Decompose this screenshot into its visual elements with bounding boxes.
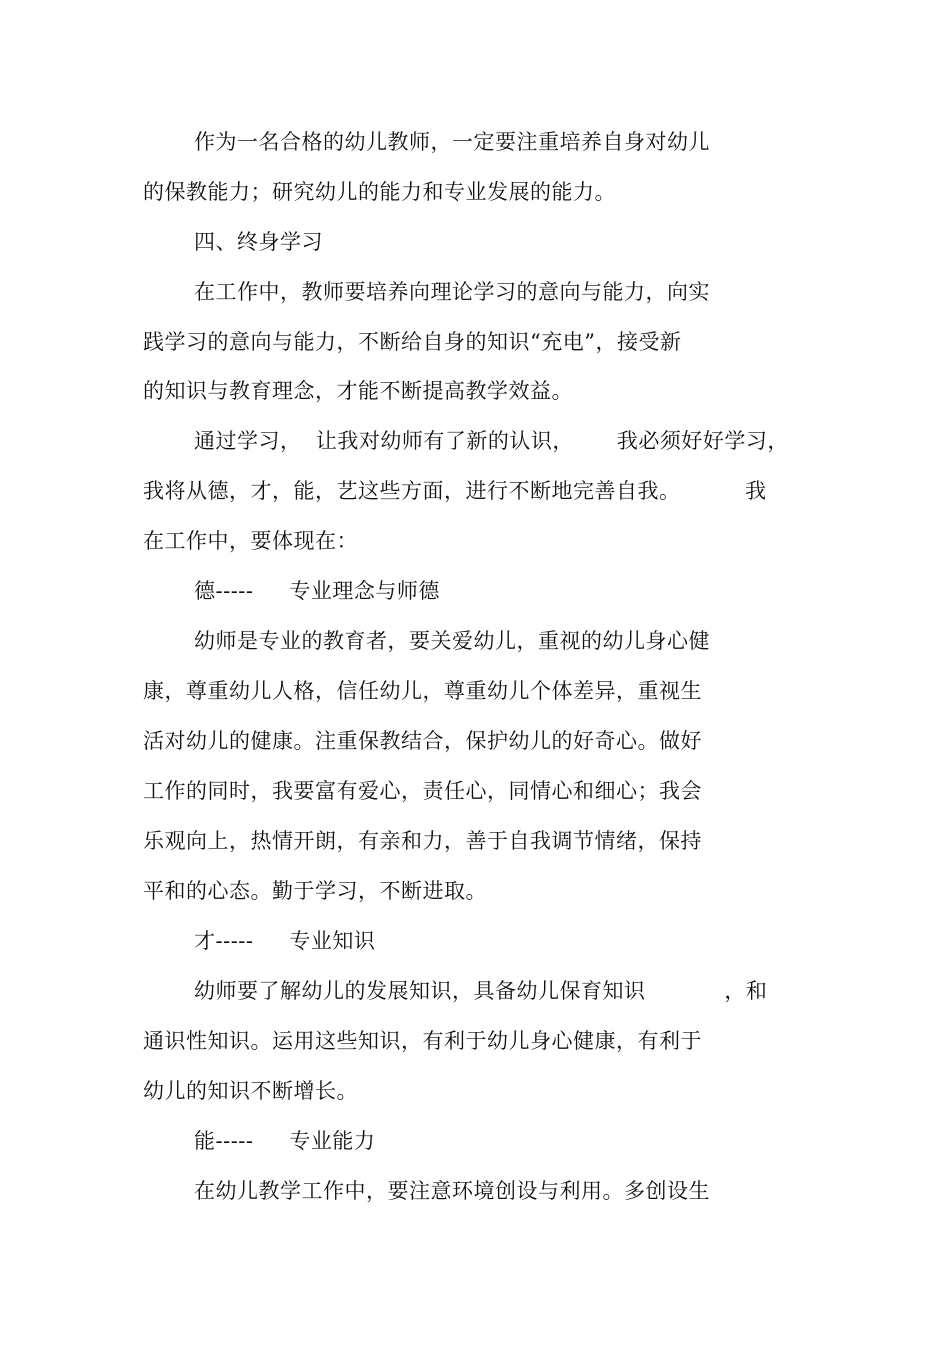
text-line: 乐观向上，热情开朗，有亲和力，善于自我调节情绪，保持 xyxy=(143,829,702,853)
text-line: 的知识与教育理念，才能不断提高教学效益。 xyxy=(143,379,573,403)
text-line: 工作的同时，我要富有爱心，责任心，同情心和细心；我会 xyxy=(143,779,702,803)
text-line: 幼师是专业的教育者，要关爱幼儿，重视的幼儿身心健 xyxy=(194,629,710,653)
text-line: 在幼儿教学工作中，要注意环境创设与利用。多创设生 xyxy=(194,1179,710,1203)
subsection-heading: 才----- 专业知识 xyxy=(194,929,376,953)
text-line: 康，尊重幼儿人格，信任幼儿，尊重幼儿个体差异，重视生 xyxy=(143,679,702,703)
text-line: 平和的心态。勤于学习，不断进取。 xyxy=(143,879,487,903)
text-line: 幼师要了解幼儿的发展知识，具备幼儿保育知识 ，和 xyxy=(194,979,768,1003)
text-line: 践学习的意向与能力，不断给自身的知识“充电”，接受新 xyxy=(143,330,682,354)
text-line: 通识性知识。运用这些知识，有利于幼儿身心健康，有利于 xyxy=(143,1029,702,1053)
section-heading: 四、终身学习 xyxy=(194,230,323,254)
text-line: 的保教能力；研究幼儿的能力和专业发展的能力。 xyxy=(143,180,616,204)
text-line: 在工作中，要体现在： xyxy=(143,529,358,553)
subsection-heading: 德----- 专业理念与师德 xyxy=(194,579,440,603)
text-line: 活对幼儿的健康。注重保教结合，保护幼儿的好奇心。做好 xyxy=(143,729,702,753)
text-line: 作为一名合格的幼儿教师，一定要注重培养自身对幼儿 xyxy=(194,130,710,154)
text-line: 幼儿的知识不断增长。 xyxy=(143,1079,358,1103)
text-line: 通过学习， 让我对幼师有了新的认识， 我必须好好学习， xyxy=(194,429,789,453)
text-line: 在工作中，教师要培养向理论学习的意向与能力，向实 xyxy=(194,280,710,304)
text-line: 我将从德，才，能，艺这些方面，进行不断地完善自我。 我 xyxy=(143,479,767,503)
subsection-heading: 能----- 专业能力 xyxy=(194,1129,376,1153)
